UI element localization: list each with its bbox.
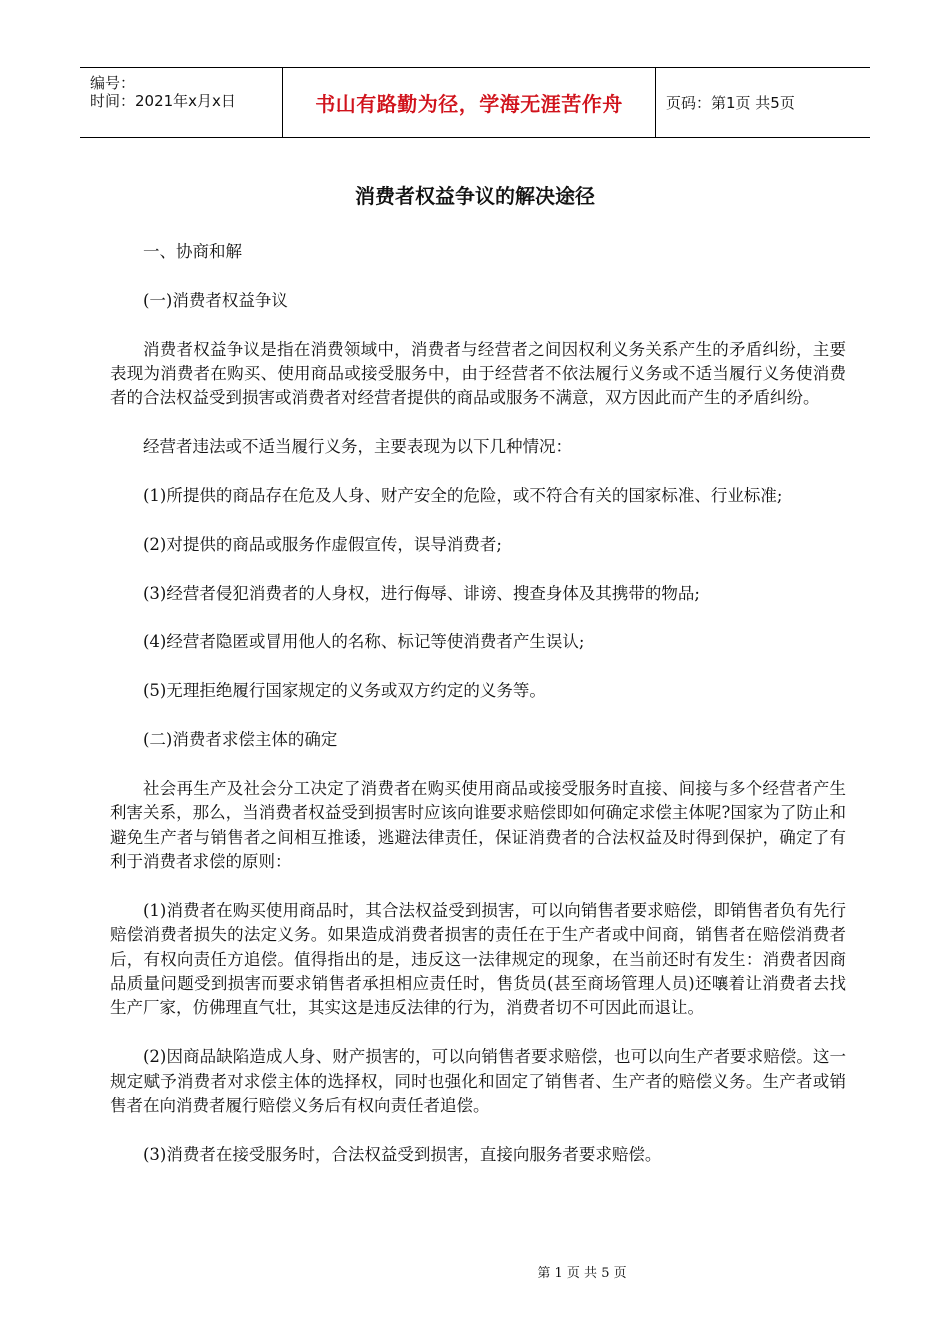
list-item: (1)消费者在购买使用商品时，其合法权益受到损害，可以向销售者要求赔偿，即销售者负有先行赔偿消费者损失的法定义务。如果造成消费者损害的责任在于生产者或中间商，销售者在赔偿消费者后，有权向责任方追偿。值得指出的是，违反这一法律规定的现象，在当前还时有发生：消费者因商品质量问题受到损害而要求销售者承担相应责任时，售货员(甚至商场管理人员)还嚷着让消费者去找生产厂家，仿佛理直气壮，其实这是违反法律的行为，消费者切不可因此而退让。 bbox=[110, 900, 846, 1018]
document-body bbox=[110, 240, 846, 1192]
paragraph: 消费者权益争议是指在消费领域中，消费者与经营者之间因权利义务关系产生的矛盾纠纷，主要表现为消费者在购买、使用商品或接受服务中，由于经营者不依法履行义务或不适当履行义务使消费者的合法权益受到损害或消费者对经营者提供的商品或服务不满意，双方因此而产生的矛盾纠纷。 bbox=[110, 339, 846, 408]
header-left-cell bbox=[80, 68, 280, 137]
document-number-label: 编号： bbox=[90, 74, 136, 92]
document-time-label: 时间：2021年x月x日 bbox=[90, 92, 236, 110]
paragraph: 经营者违法或不适当履行义务，主要表现为以下几种情况： bbox=[143, 437, 572, 457]
header-motto-cell bbox=[282, 68, 656, 137]
header-page-cell bbox=[656, 68, 870, 137]
list-item: (3)经营者侵犯消费者的人身权，进行侮辱、诽谤、搜查身体及其携带的物品; bbox=[143, 583, 700, 603]
list-item: (4)经营者隐匿或冒用他人的名称、标记等使消费者产生误认; bbox=[143, 632, 585, 652]
section-heading: 一、协商和解 bbox=[143, 242, 242, 261]
page-footer bbox=[0, 1262, 950, 1281]
header-table bbox=[80, 67, 870, 138]
list-item: (2)对提供的商品或服务作虚假宣传，误导消费者; bbox=[143, 534, 502, 554]
subsection-heading: (一)消费者权益争议 bbox=[143, 290, 288, 310]
list-item: (2)因商品缺陷造成人身、财产损害的，可以向销售者要求赔偿，也可以向生产者要求赔偿。这一规定赋予消费者对求偿主体的选择权，同时也强化和固定了销售者、生产者的赔偿义务。生产者或销售者在向消费者履行赔偿义务后有权向责任者追偿。 bbox=[110, 1047, 846, 1116]
document-title: 消费者权益争议的解决途径 bbox=[355, 184, 595, 208]
footer-page-number: 第 1 页 共 5 页 bbox=[537, 1266, 627, 1281]
subsection-heading: (二)消费者求偿主体的确定 bbox=[143, 729, 338, 749]
paragraph: 社会再生产及社会分工决定了消费者在购买使用商品或接受服务时直接、间接与多个经营者产生利害关系，那么，当消费者权益受到损害时应该向谁要求赔偿即如何确定求偿主体呢?国家为了防止和避免生产者与销售者之间相互推诿，逃避法律责任，保证消费者的合法权益及时得到保护，确定了有利于消费者求偿的原则： bbox=[110, 778, 846, 871]
header-motto: 书山有路勤为径，学海无涯苦作舟 bbox=[315, 92, 623, 116]
list-item: (5)无理拒绝履行国家规定的义务或双方约定的义务等。 bbox=[143, 681, 546, 701]
list-item: (1)所提供的商品存在危及人身、财产安全的危险，或不符合有关的国家标准、行业标准; bbox=[143, 486, 783, 505]
header-page-code: 页码：第1页 共5页 bbox=[666, 94, 795, 112]
list-item: (3)消费者在接受服务时，合法权益受到损害，直接向服务者要求赔偿。 bbox=[143, 1144, 662, 1164]
